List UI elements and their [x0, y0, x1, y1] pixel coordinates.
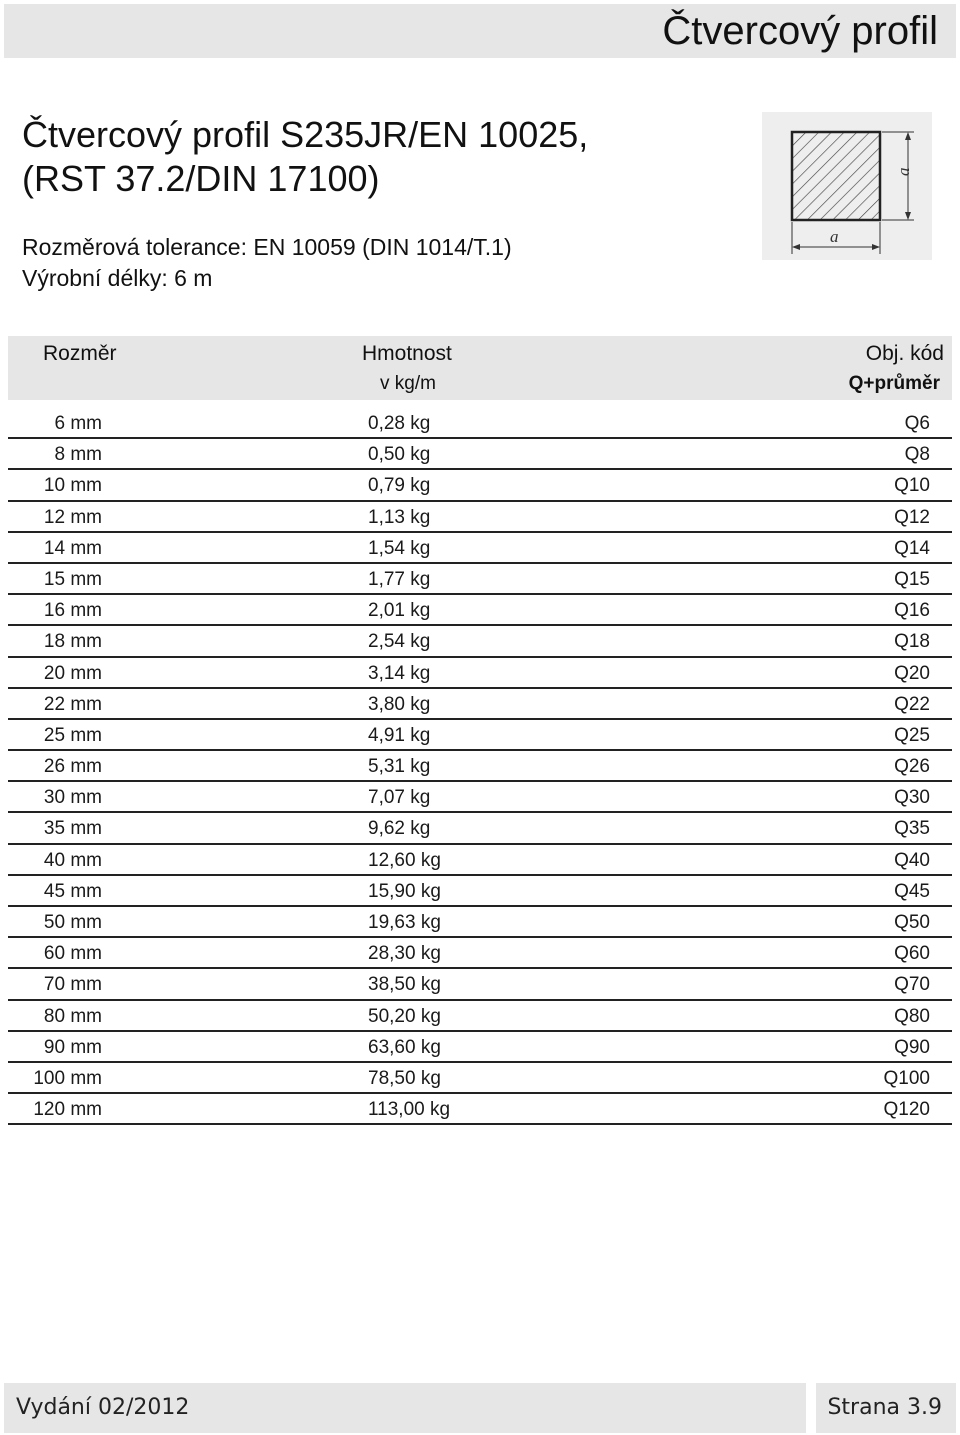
header-weight-unit: v kg/m [380, 373, 436, 394]
tolerance-text: Rozměrová tolerance: EN 10059 (DIN 1014/T.1) [22, 234, 512, 260]
cell-size: 40 mm [43, 849, 102, 871]
cell-weight: 5,31 kg [368, 756, 431, 778]
cell-size: 22 mm [43, 693, 102, 715]
page-heading: Čtvercový profil [662, 9, 938, 53]
cell-order-code: Q60 [894, 943, 930, 965]
cell-order-code: Q20 [894, 662, 930, 684]
cell-order-code: Q8 [904, 444, 930, 466]
table-row [8, 1063, 952, 1094]
table-row [8, 533, 952, 564]
table-row [8, 720, 952, 751]
cell-size: 18 mm [43, 631, 102, 653]
cell-order-code: Q100 [883, 1067, 930, 1089]
lengths-text: Výrobní délky: 6 m [22, 265, 213, 291]
cell-order-code: Q120 [883, 1099, 930, 1121]
footer-page-band [816, 1383, 956, 1433]
square-cross-section-icon [762, 112, 932, 260]
table-row [8, 658, 952, 689]
cell-order-code: Q45 [894, 880, 930, 902]
cell-weight: 38,50 kg [368, 974, 441, 996]
cell-order-code: Q6 [904, 413, 930, 434]
cell-weight: 4,91 kg [368, 724, 431, 746]
cell-weight: 0,79 kg [368, 475, 431, 497]
table-row [8, 470, 952, 501]
cell-order-code: Q50 [894, 912, 930, 933]
dimension-label-a-bottom: a [830, 227, 839, 246]
cell-order-code: Q90 [894, 1036, 930, 1058]
page-header-band [4, 4, 956, 58]
table-row [8, 969, 952, 1000]
cell-order-code: Q16 [894, 600, 930, 622]
cell-order-code: Q14 [894, 537, 930, 559]
profile-table-body [8, 408, 952, 1125]
hatched-square [792, 132, 880, 220]
cell-order-code: Q26 [894, 756, 930, 778]
cell-size: 90 mm [43, 1036, 102, 1058]
cell-size: 15 mm [43, 568, 102, 590]
cell-weight: 2,01 kg [368, 600, 431, 622]
cell-size: 8 mm [54, 444, 102, 466]
table-row [8, 813, 952, 844]
cell-weight: 50,20 kg [368, 1005, 441, 1027]
title-line-2: (RST 37.2/DIN 17100) [22, 158, 380, 199]
cell-weight: 63,60 kg [368, 1036, 441, 1058]
spec-meta [22, 232, 512, 294]
table-row [8, 439, 952, 470]
header-weight: Hmotnost [362, 342, 452, 365]
cell-weight: 19,63 kg [368, 912, 441, 933]
table-header [8, 336, 952, 400]
table-row [8, 595, 952, 626]
cell-size: 35 mm [43, 818, 102, 840]
cell-size: 120 mm [33, 1099, 102, 1121]
cell-weight: 9,62 kg [368, 818, 431, 840]
cell-order-code: Q18 [894, 631, 930, 653]
table-row [8, 689, 952, 720]
table-row [8, 564, 952, 595]
table-row [8, 1001, 952, 1032]
table-row [8, 907, 952, 938]
table-row [8, 782, 952, 813]
cell-size: 10 mm [43, 475, 102, 497]
cell-size: 26 mm [43, 756, 102, 778]
cell-size: 100 mm [33, 1067, 102, 1089]
cell-order-code: Q80 [894, 1005, 930, 1027]
cell-weight: 28,30 kg [368, 943, 441, 965]
cell-weight: 7,07 kg [368, 787, 431, 809]
header-size: Rozměr [43, 342, 117, 365]
table-row [8, 845, 952, 876]
table-row [8, 626, 952, 657]
cell-order-code: Q25 [894, 724, 930, 746]
table-row [8, 751, 952, 782]
cell-size: 80 mm [43, 1005, 102, 1027]
cell-size: 20 mm [43, 662, 102, 684]
cell-order-code: Q12 [894, 506, 930, 528]
cell-weight: 1,77 kg [368, 568, 431, 590]
cell-weight: 3,14 kg [368, 662, 431, 684]
table-row [8, 1032, 952, 1063]
cell-size: 16 mm [43, 600, 102, 622]
cell-weight: 2,54 kg [368, 631, 431, 653]
cell-weight: 0,50 kg [368, 444, 431, 466]
edition-text: Vydání 02/2012 [16, 1395, 190, 1420]
cell-size: 25 mm [43, 724, 102, 746]
cell-order-code: Q35 [894, 818, 930, 840]
cell-size: 60 mm [43, 943, 102, 965]
cell-weight: 78,50 kg [368, 1067, 441, 1089]
cell-size: 30 mm [43, 787, 102, 809]
table-row [8, 408, 952, 439]
cell-size: 70 mm [43, 974, 102, 996]
table-row [8, 876, 952, 907]
cell-weight: 3,80 kg [368, 693, 431, 715]
cell-size: 6 mm [54, 413, 102, 434]
document-title [22, 113, 588, 201]
cell-size: 12 mm [43, 506, 102, 528]
cell-weight: 1,54 kg [368, 537, 431, 559]
cell-weight: 0,28 kg [368, 413, 431, 434]
cell-order-code: Q22 [894, 693, 930, 715]
dimension-label-a-right: a [894, 167, 913, 176]
cell-order-code: Q70 [894, 974, 930, 996]
cell-order-code: Q40 [894, 849, 930, 871]
table-row [8, 938, 952, 969]
cell-weight: 12,60 kg [368, 849, 441, 871]
cell-order-code: Q10 [894, 475, 930, 497]
cell-order-code: Q30 [894, 787, 930, 809]
cell-size: 14 mm [43, 537, 102, 559]
square-profile-diagram [762, 112, 932, 260]
cell-weight: 113,00 kg [368, 1099, 451, 1121]
cell-weight: 1,13 kg [368, 506, 431, 528]
cell-weight: 15,90 kg [368, 880, 441, 902]
header-order-code-format: Q+průměr [848, 373, 940, 394]
cell-size: 50 mm [43, 912, 102, 933]
header-order-code: Obj. kód [865, 342, 944, 365]
cell-size: 45 mm [43, 880, 102, 902]
footer-edition-band [4, 1383, 806, 1433]
table-row [8, 502, 952, 533]
table-row [8, 1094, 952, 1125]
cell-order-code: Q15 [894, 568, 930, 590]
title-line-1: Čtvercový profil S235JR/EN 10025, [22, 114, 589, 155]
page-number: Strana 3.9 [827, 1395, 942, 1420]
